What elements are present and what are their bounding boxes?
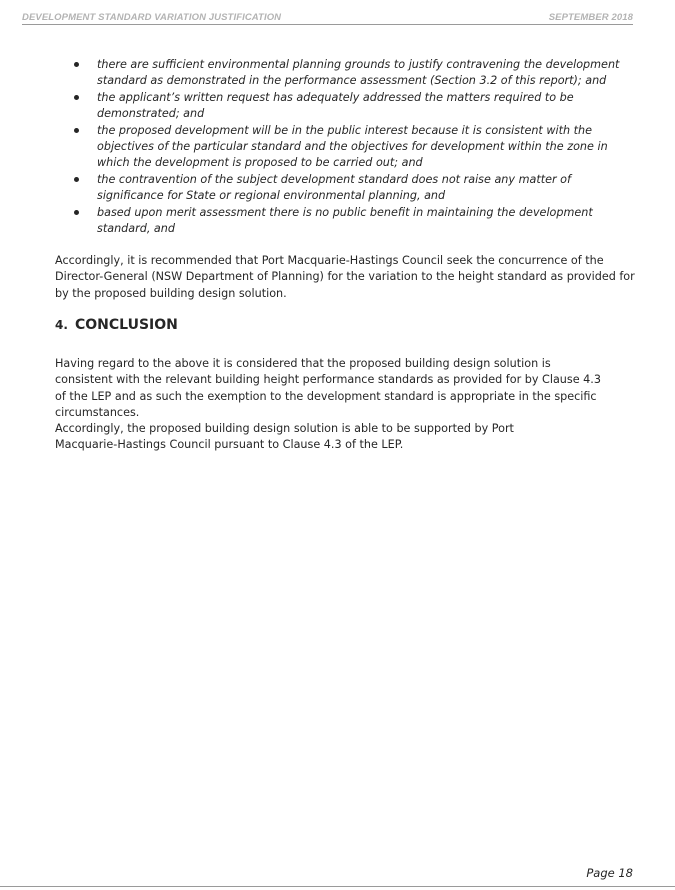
bullet-icon	[74, 95, 79, 100]
list-item-text: the applicant’s written request has adequately addressed the matters required to be demonstrated; and	[97, 90, 574, 121]
bullet-icon	[74, 210, 79, 215]
conclusion-paragraph-1: Having regard to the above it is considered that the proposed building design solution is consistent with the relevant building height performance standards as provided for by Clause 4.3 of the LEP and as such the exemption to the development standard is appropriate in the specific circumstances.	[55, 357, 601, 420]
page-number: Page 18	[586, 866, 633, 880]
bullet-icon	[74, 128, 79, 133]
header-title: DEVELOPMENT STANDARD VARIATION JUSTIFICATION	[22, 12, 282, 23]
list-item	[55, 123, 640, 172]
conclusion-paragraph-2: Accordingly, the proposed building design solution is able to be supported by Port Macquarie-Hastings Council pursuant to Clause 4.3 of the LEP.	[55, 422, 514, 452]
header-date: SEPTEMBER 2018	[548, 12, 633, 23]
list-item-text: the proposed development will be in the public interest because it is consistent with the objectives of the particular standard and the objectives for development within the zone in which the development is proposed to be carried out; and	[97, 123, 608, 170]
footer-divider	[0, 886, 675, 887]
list-item	[55, 172, 640, 205]
section-number: 4.	[55, 318, 68, 332]
list-item	[55, 205, 640, 238]
recommendation-paragraph: Accordingly, it is recommended that Port Macquarie-Hastings Council seek the concurrence of the Director-General (NSW Department of Planning) for the variation to the height standard as provided for by the proposed building design solution.	[55, 254, 635, 300]
list-item	[55, 57, 640, 90]
list-item	[55, 90, 640, 123]
bullet-icon	[74, 62, 79, 67]
list-item-text: the contravention of the subject development standard does not raise any matter of significance for State or regional environmental planning, and	[97, 172, 571, 203]
section-title: CONCLUSION	[75, 317, 178, 333]
list-item-text: based upon merit assessment there is no public benefit in maintaining the development standard, and	[97, 205, 593, 236]
criteria-list	[55, 57, 640, 237]
page-header	[22, 12, 633, 25]
section-heading	[55, 317, 178, 333]
bullet-icon	[74, 177, 79, 182]
list-item-text: there are sufficient environmental planning grounds to justify contravening the development standard as demonstrated in the performance assessment (Section 3.2 of this report); and	[97, 58, 620, 88]
